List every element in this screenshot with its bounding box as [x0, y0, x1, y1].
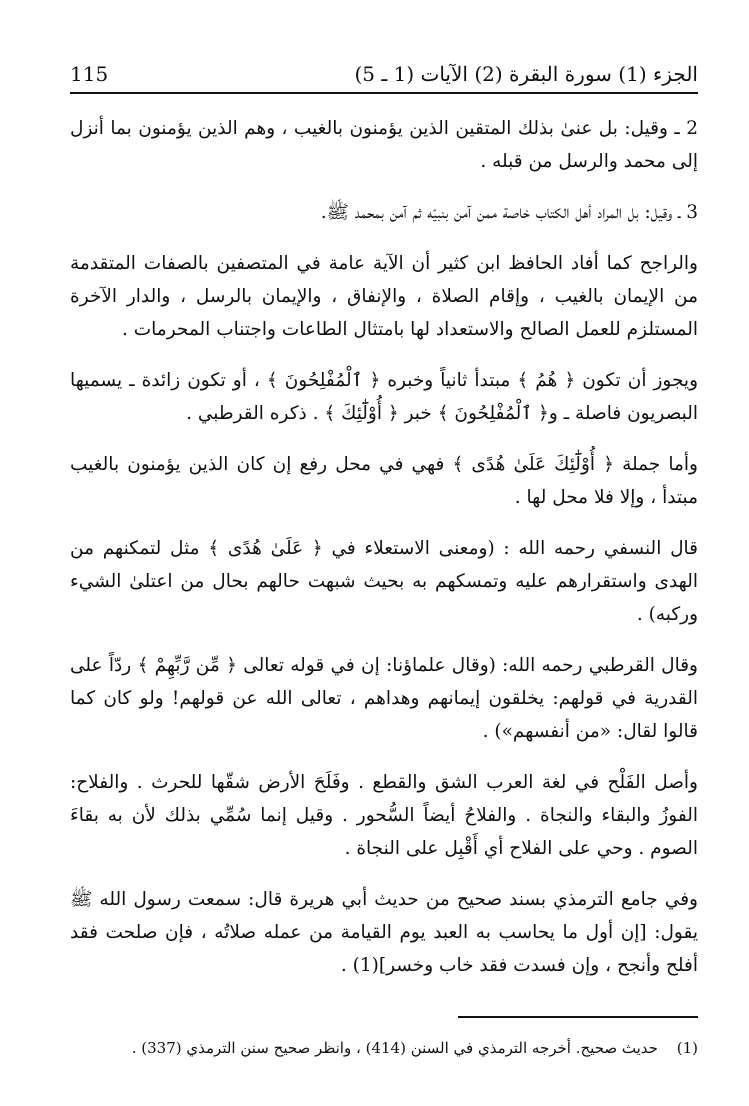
footnote-divider — [458, 1016, 698, 1018]
footnote-number: (1) — [676, 1039, 698, 1057]
paragraph: والراجح كما أفاد الحافظ ابن كثير أن الآية عامة في المتصفين بالصفات المتقدمة من الإيمان بالغيب ، وإقام الصلاة ، والإنفاق ، والإيمان بالرسل ، والدار الآخرة المستلزم للعمل الصالح والاستعداد لها بامتثال الطاعات واجتناب المحرمات . — [70, 253, 698, 340]
paragraph: ويجوز أن تكون ﴿ هُمُ ﴾ مبتدأ ثانياً وخبره ﴿ ٱلْمُفْلِحُونَ ﴾ ، أو تكون زائدة ـ يسميها البصريون فاصلة ـ و﴿ ٱلْمُفْلِحُونَ ﴾ خبر ﴿ أُوْلَٰٓئِكَ ﴾ . ذكره القرطبي . — [70, 370, 698, 424]
footnote — [70, 1036, 698, 1060]
footnote-text: حديث صحيح. أخرجه الترمذي في السنن (414) ، وانظر صحيح سنن الترمذي (337) . — [131, 1039, 658, 1057]
paragraph: 2 ـ وقيل: بل عنىٰ بذلك المتقين الذين يؤمنون بالغيب ، وهم الذين يؤمنون بما أنزل إلى محمد والرسل من قبله . — [70, 118, 698, 172]
page-number: 115 — [70, 62, 109, 86]
paragraph: 3 ـ وقيل: بل المراد أهل الكتاب خاصة ممن آمن بنبيّه ثم آمن بمحمد ﷺ. — [320, 202, 698, 223]
page-header — [70, 56, 698, 94]
body-text — [70, 112, 698, 1000]
paragraph: وقال القرطبي رحمه الله: (وقال علماؤنا: إن في قوله تعالى ﴿ مِّن رَّبِّهِمْ ﴾ ردّاً على القدرية في قولهم: يخلقون إيمانهم وهداهم ، تعالى الله عن قولهم! ولو كان كما قالوا لقال: «من أنفسهم») . — [70, 655, 698, 742]
paragraph: قال النسفي رحمه الله : (ومعنى الاستعلاء في ﴿ عَلَىٰ هُدًى ﴾ مثل لتمكنهم من الهدى واستقرارهم عليه وتمسكهم به بحيث شبهت حالهم بحال من اعتلىٰ الشيء وركبه) . — [70, 538, 698, 625]
paragraph: وأما جملة ﴿ أُوْلَٰٓئِكَ عَلَىٰ هُدًى ﴾ فهي في محل رفع إن كان الذين يؤمنون بالغيب مبتدأ ، وإلا فلا محل لها . — [70, 454, 698, 508]
running-title: الجزء (1) سورة البقرة (2) الآيات (1 ـ 5) — [354, 62, 698, 86]
paragraph: وفي جامع الترمذي بسند صحيح من حديث أبي هريرة قال: سمعت رسول الله ﷺ يقول: [إن أول ما يحاسب به العبد يوم القيامة من عمله صلاتُه ، فإن صلحت فقد أفلح وأنجح ، وإن فسدت فقد خاب وخسر](1) . — [70, 889, 698, 976]
paragraph: وأصل الفَلْح في لغة العرب الشق والقطع . وفَلَحَ الأرض شقّها للحرث . والفلاح: الفوزُ والبقاء والنجاة . والفلاحُ أيضاً السُّحور . وقيل إنما سُمِّي بذلك لأن به بقاءَ الصوم . وحي على الفلاح أي أَقْبِل على النجاة . — [70, 772, 698, 859]
